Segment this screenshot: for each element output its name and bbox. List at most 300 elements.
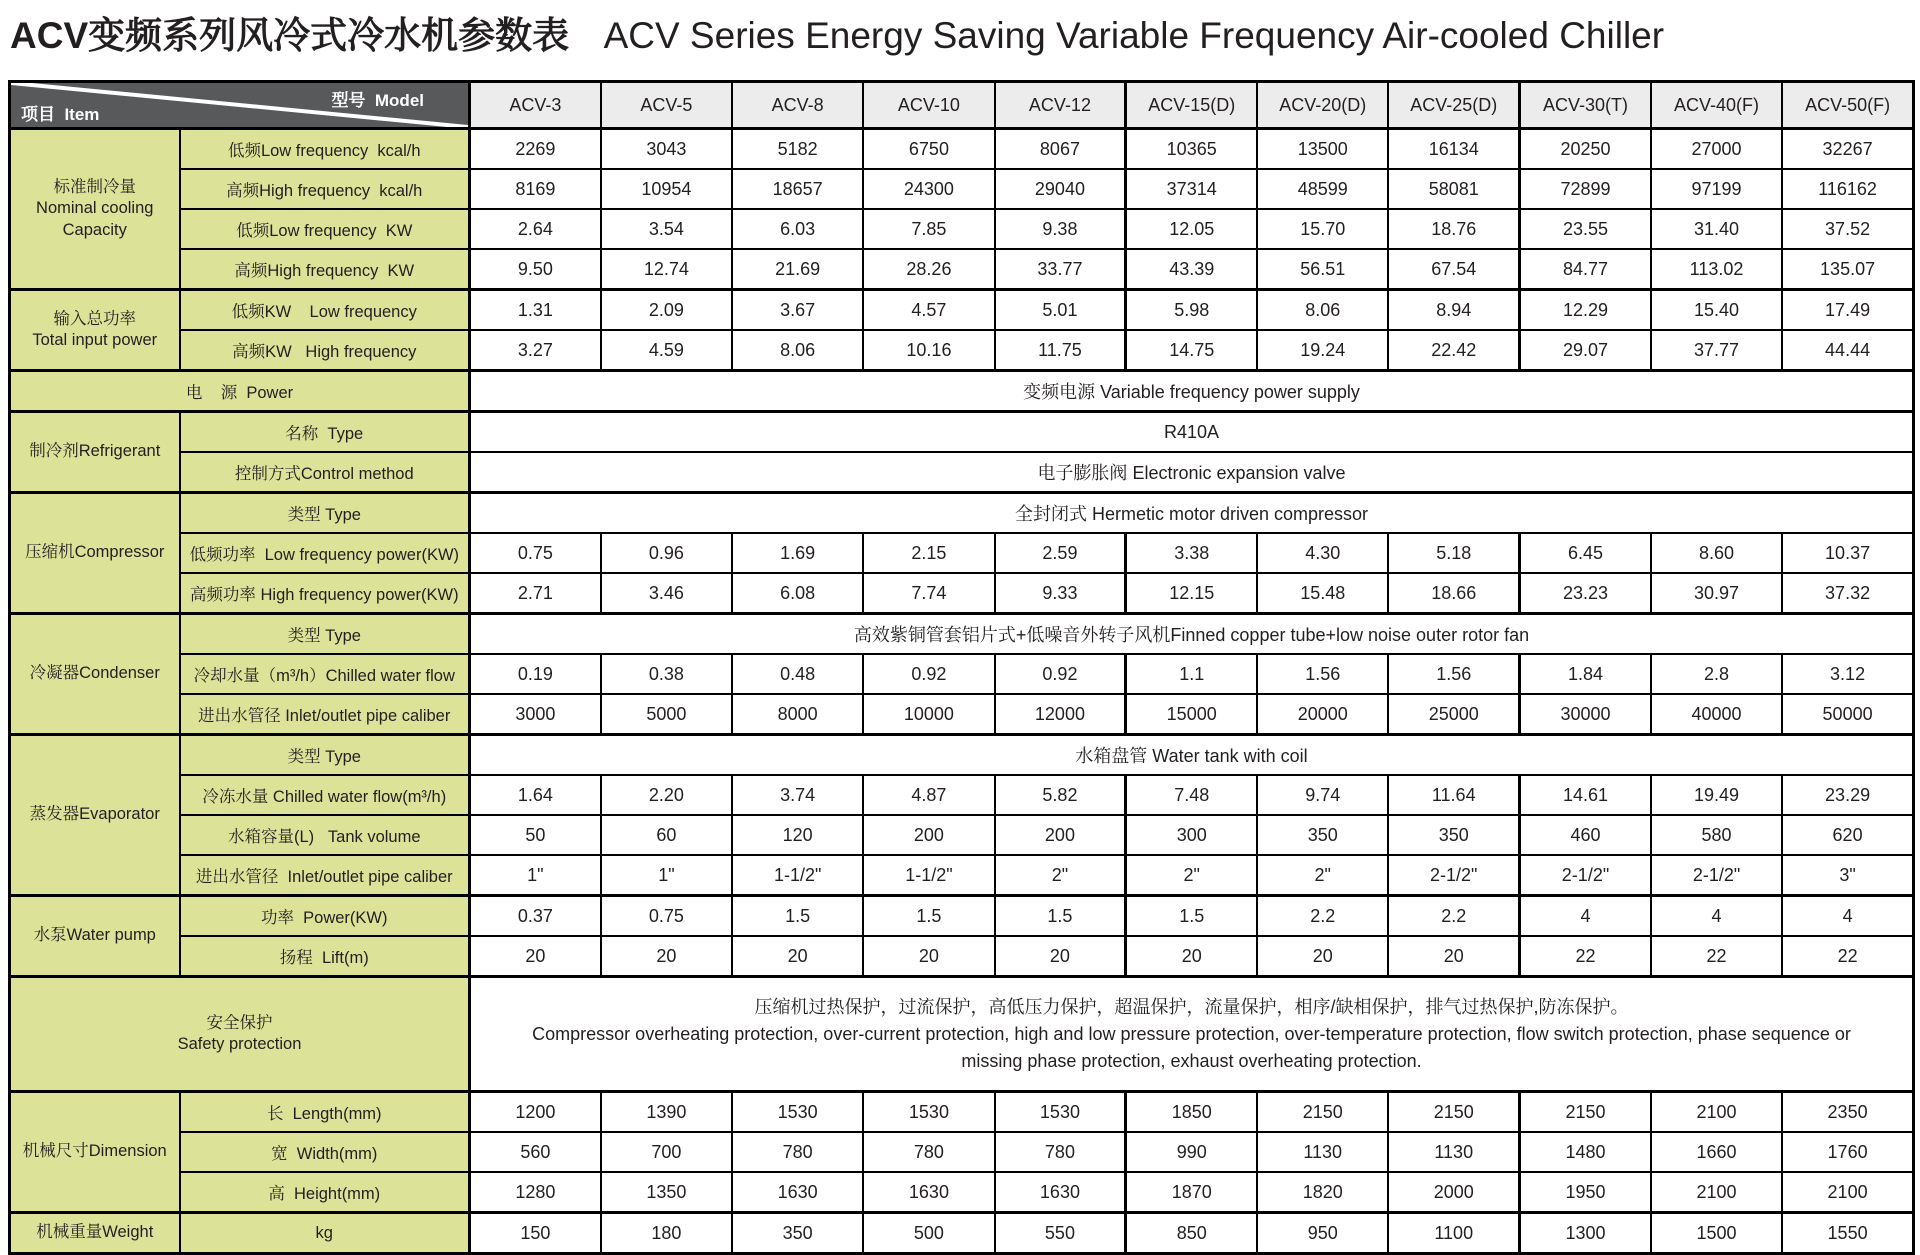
label-evaporator-0: 类型 Type: [180, 735, 470, 776]
value-nominal-cooling-capacity-0-ACV-20(D): 13500: [1257, 129, 1388, 170]
value-condenser-1-ACV-5: 0.38: [601, 654, 732, 694]
model-header-ACV-15(D): ACV-15(D): [1126, 82, 1257, 129]
row-condenser-0: [10, 614, 1914, 655]
value-nominal-cooling-capacity-0-ACV-40(F): 27000: [1651, 129, 1782, 170]
value-weight-0-ACV-12: 550: [995, 1213, 1126, 1254]
value-water-pump-0-ACV-3: 0.37: [470, 896, 601, 937]
value-nominal-cooling-capacity-2-ACV-50(F): 37.52: [1782, 209, 1913, 249]
value-water-pump-0-ACV-20(D): 2.2: [1257, 896, 1388, 937]
label-compressor-0: 类型 Type: [180, 493, 470, 534]
value-total-input-power-1-ACV-25(D): 22.42: [1388, 330, 1519, 371]
value-nominal-cooling-capacity-2-ACV-15(D): 12.05: [1126, 209, 1257, 249]
row-total-input-power-0: [10, 290, 1914, 331]
value-dimension-2-ACV-25(D): 2000: [1388, 1172, 1519, 1213]
value-dimension-2-ACV-20(D): 1820: [1257, 1172, 1388, 1213]
model-header-ACV-50(F): ACV-50(F): [1782, 82, 1913, 129]
value-condenser-1-ACV-50(F): 3.12: [1782, 654, 1913, 694]
value-weight-0-ACV-50(F): 1550: [1782, 1213, 1913, 1254]
row-dimension-0: [10, 1092, 1914, 1133]
value-condenser-2-ACV-20(D): 20000: [1257, 694, 1388, 735]
value-total-input-power-0-ACV-10: 4.57: [863, 290, 994, 331]
value-nominal-cooling-capacity-3-ACV-50(F): 135.07: [1782, 249, 1913, 290]
value-evaporator-1-ACV-8: 3.74: [732, 775, 863, 815]
value-dimension-0-ACV-25(D): 2150: [1388, 1092, 1519, 1133]
value-compressor-2-ACV-25(D): 18.66: [1388, 573, 1519, 614]
category-refrigerant-line-0: 制冷剂Refrigerant: [29, 442, 161, 461]
value-water-pump-0-ACV-40(F): 4: [1651, 896, 1782, 937]
row-total-input-power-1: [10, 330, 1914, 371]
value-total-input-power-0-ACV-15(D): 5.98: [1126, 290, 1257, 331]
value-dimension-2-ACV-30(T): 1950: [1520, 1172, 1651, 1213]
row-nominal-cooling-capacity-2: [10, 209, 1914, 249]
value-evaporator-3-ACV-30(T): 2-1/2": [1520, 855, 1651, 896]
value-dimension-2-ACV-3: 1280: [470, 1172, 601, 1213]
value-condenser-1-ACV-12: 0.92: [995, 654, 1126, 694]
label-total-input-power-0: 低频KW Low frequency: [180, 290, 470, 331]
value-total-input-power-0-ACV-20(D): 8.06: [1257, 290, 1388, 331]
label-evaporator-3: 进出水管径 Inlet/outlet pipe caliber: [180, 855, 470, 896]
row-dimension-1: [10, 1132, 1914, 1172]
row-compressor-0: [10, 493, 1914, 534]
model-header-ACV-8: ACV-8: [732, 82, 863, 129]
value-condenser-2-ACV-15(D): 15000: [1126, 694, 1257, 735]
value-evaporator-2-ACV-20(D): 350: [1257, 815, 1388, 855]
value-nominal-cooling-capacity-1-ACV-10: 24300: [863, 169, 994, 209]
value-evaporator-1-ACV-25(D): 11.64: [1388, 775, 1519, 815]
row-nominal-cooling-capacity-1: [10, 169, 1914, 209]
page-title: [0, 0, 1920, 59]
label-compressor-1: 低频功率 Low frequency power(KW): [180, 533, 470, 573]
value-dimension-0-ACV-10: 1530: [863, 1092, 994, 1133]
row-compressor-2: [10, 573, 1914, 614]
value-nominal-cooling-capacity-1-ACV-30(T): 72899: [1520, 169, 1651, 209]
safety-protection-text-line-1: Compressor overheating protection, over-current protection, high and low pressure protection, over-temperature protection, flow switch protection, phase sequence or missing phase protection, exhaust overheating protection.: [532, 1023, 1851, 1071]
row-evaporator-2: [10, 815, 1914, 855]
value-water-pump-0-ACV-25(D): 2.2: [1388, 896, 1519, 937]
category-safety-protection-line-1: Safety protection: [177, 1035, 302, 1053]
value-compressor-2-ACV-30(T): 23.23: [1520, 573, 1651, 614]
value-dimension-1-ACV-25(D): 1130: [1388, 1132, 1519, 1172]
value-water-pump-1-ACV-3: 20: [470, 936, 601, 977]
value-weight-0-ACV-20(D): 950: [1257, 1213, 1388, 1254]
value-nominal-cooling-capacity-1-ACV-20(D): 48599: [1257, 169, 1388, 209]
row-nominal-cooling-capacity-3: [10, 249, 1914, 290]
category-total-input-power-line-1: Total input power: [32, 331, 158, 349]
value-total-input-power-0-ACV-5: 2.09: [601, 290, 732, 331]
value-water-pump-1-ACV-10: 20: [863, 936, 994, 977]
value-nominal-cooling-capacity-3-ACV-5: 12.74: [601, 249, 732, 290]
model-header-row: [10, 82, 1914, 129]
value-condenser-1-ACV-20(D): 1.56: [1257, 654, 1388, 694]
value-evaporator-3-ACV-5: 1": [601, 855, 732, 896]
value-dimension-1-ACV-5: 700: [601, 1132, 732, 1172]
value-compressor-1-ACV-50(F): 10.37: [1782, 533, 1913, 573]
label-dimension-1: 宽 Width(mm): [180, 1132, 470, 1172]
label-weight-0: kg: [180, 1213, 470, 1254]
value-nominal-cooling-capacity-1-ACV-5: 10954: [601, 169, 732, 209]
value-evaporator-2-ACV-12: 200: [995, 815, 1126, 855]
value-dimension-2-ACV-40(F): 2100: [1651, 1172, 1782, 1213]
value-total-input-power-1-ACV-40(F): 37.77: [1651, 330, 1782, 371]
value-nominal-cooling-capacity-2-ACV-12: 9.38: [995, 209, 1126, 249]
value-nominal-cooling-capacity-1-ACV-8: 18657: [732, 169, 863, 209]
value-weight-0-ACV-10: 500: [863, 1213, 994, 1254]
merged-value-evaporator-0: 水箱盘管 Water tank with coil: [470, 735, 1914, 776]
value-total-input-power-1-ACV-12: 11.75: [995, 330, 1126, 371]
page-title-zh: ACV变频系列风冷式冷水机参数表: [10, 15, 570, 56]
model-header-ACV-20(D): ACV-20(D): [1257, 82, 1388, 129]
value-evaporator-1-ACV-10: 4.87: [863, 775, 994, 815]
category-dimension: [10, 1092, 180, 1213]
value-nominal-cooling-capacity-2-ACV-30(T): 23.55: [1520, 209, 1651, 249]
model-header-ACV-3: ACV-3: [470, 82, 601, 129]
value-water-pump-0-ACV-10: 1.5: [863, 896, 994, 937]
value-dimension-0-ACV-20(D): 2150: [1257, 1092, 1388, 1133]
value-nominal-cooling-capacity-0-ACV-30(T): 20250: [1520, 129, 1651, 170]
category-refrigerant: [10, 412, 180, 493]
value-evaporator-2-ACV-15(D): 300: [1126, 815, 1257, 855]
value-condenser-2-ACV-12: 12000: [995, 694, 1126, 735]
value-total-input-power-1-ACV-10: 10.16: [863, 330, 994, 371]
value-evaporator-2-ACV-40(F): 580: [1651, 815, 1782, 855]
value-weight-0-ACV-15(D): 850: [1126, 1213, 1257, 1254]
label-condenser-1: 冷却水量（m³/h）Chilled water flow: [180, 654, 470, 694]
label-total-input-power-1: 高频KW High frequency: [180, 330, 470, 371]
value-weight-0-ACV-25(D): 1100: [1388, 1213, 1519, 1254]
value-total-input-power-1-ACV-3: 3.27: [470, 330, 601, 371]
value-dimension-0-ACV-15(D): 1850: [1126, 1092, 1257, 1133]
value-dimension-1-ACV-40(F): 1660: [1651, 1132, 1782, 1172]
merged-value-refrigerant-0: R410A: [470, 412, 1914, 453]
label-power-supply-0: 电 源 Power: [10, 371, 470, 412]
value-weight-0-ACV-40(F): 1500: [1651, 1213, 1782, 1254]
value-condenser-1-ACV-40(F): 2.8: [1651, 654, 1782, 694]
value-nominal-cooling-capacity-2-ACV-25(D): 18.76: [1388, 209, 1519, 249]
model-header-ACV-12: ACV-12: [995, 82, 1126, 129]
value-condenser-1-ACV-15(D): 1.1: [1126, 654, 1257, 694]
value-nominal-cooling-capacity-0-ACV-10: 6750: [863, 129, 994, 170]
value-nominal-cooling-capacity-2-ACV-5: 3.54: [601, 209, 732, 249]
value-total-input-power-1-ACV-50(F): 44.44: [1782, 330, 1913, 371]
label-refrigerant-0: 名称 Type: [180, 412, 470, 453]
value-nominal-cooling-capacity-3-ACV-8: 21.69: [732, 249, 863, 290]
value-nominal-cooling-capacity-2-ACV-8: 6.03: [732, 209, 863, 249]
value-evaporator-2-ACV-25(D): 350: [1388, 815, 1519, 855]
value-nominal-cooling-capacity-2-ACV-40(F): 31.40: [1651, 209, 1782, 249]
table-corner-cell: [10, 82, 470, 129]
label-water-pump-0: 功率 Power(KW): [180, 896, 470, 937]
value-condenser-2-ACV-50(F): 50000: [1782, 694, 1913, 735]
merged-value-refrigerant-1: 电子膨胀阀 Electronic expansion valve: [470, 452, 1914, 493]
value-water-pump-1-ACV-40(F): 22: [1651, 936, 1782, 977]
value-dimension-2-ACV-8: 1630: [732, 1172, 863, 1213]
value-evaporator-3-ACV-50(F): 3": [1782, 855, 1913, 896]
value-dimension-2-ACV-10: 1630: [863, 1172, 994, 1213]
value-total-input-power-0-ACV-40(F): 15.40: [1651, 290, 1782, 331]
value-water-pump-1-ACV-20(D): 20: [1257, 936, 1388, 977]
label-condenser-0: 类型 Type: [180, 614, 470, 655]
merged-value-safety-protection: [470, 977, 1914, 1092]
model-header-ACV-5: ACV-5: [601, 82, 732, 129]
value-nominal-cooling-capacity-0-ACV-12: 8067: [995, 129, 1126, 170]
model-header-ACV-25(D): ACV-25(D): [1388, 82, 1519, 129]
model-header-ACV-40(F): ACV-40(F): [1651, 82, 1782, 129]
merged-value-compressor-0: 全封闭式 Hermetic motor driven compressor: [470, 493, 1914, 534]
value-total-input-power-1-ACV-20(D): 19.24: [1257, 330, 1388, 371]
value-evaporator-1-ACV-12: 5.82: [995, 775, 1126, 815]
category-total-input-power-line-0: 输入总功率: [53, 309, 136, 328]
row-dimension-2: [10, 1172, 1914, 1213]
value-compressor-1-ACV-25(D): 5.18: [1388, 533, 1519, 573]
value-evaporator-1-ACV-3: 1.64: [470, 775, 601, 815]
value-evaporator-3-ACV-25(D): 2-1/2": [1388, 855, 1519, 896]
value-water-pump-1-ACV-30(T): 22: [1520, 936, 1651, 977]
value-evaporator-3-ACV-20(D): 2": [1257, 855, 1388, 896]
page-title-en: ACV Series Energy Saving Variable Frequency Air-cooled Chiller: [603, 15, 1665, 56]
value-evaporator-1-ACV-15(D): 7.48: [1126, 775, 1257, 815]
value-nominal-cooling-capacity-2-ACV-3: 2.64: [470, 209, 601, 249]
label-nominal-cooling-capacity-3: 高频High frequency KW: [180, 249, 470, 290]
value-evaporator-2-ACV-50(F): 620: [1782, 815, 1913, 855]
value-compressor-1-ACV-20(D): 4.30: [1257, 533, 1388, 573]
category-compressor-line-0: 压缩机Compressor: [25, 543, 165, 562]
value-evaporator-3-ACV-12: 2": [995, 855, 1126, 896]
corner-item-label: 项目 Item: [21, 105, 100, 124]
model-header-ACV-30(T): ACV-30(T): [1520, 82, 1651, 129]
value-dimension-1-ACV-15(D): 990: [1126, 1132, 1257, 1172]
value-compressor-2-ACV-50(F): 37.32: [1782, 573, 1913, 614]
value-nominal-cooling-capacity-3-ACV-12: 33.77: [995, 249, 1126, 290]
value-water-pump-1-ACV-50(F): 22: [1782, 936, 1913, 977]
value-evaporator-2-ACV-5: 60: [601, 815, 732, 855]
label-dimension-0: 长 Length(mm): [180, 1092, 470, 1133]
value-dimension-1-ACV-30(T): 1480: [1520, 1132, 1651, 1172]
row-condenser-2: [10, 694, 1914, 735]
value-dimension-0-ACV-50(F): 2350: [1782, 1092, 1913, 1133]
value-nominal-cooling-capacity-3-ACV-30(T): 84.77: [1520, 249, 1651, 290]
value-total-input-power-1-ACV-30(T): 29.07: [1520, 330, 1651, 371]
value-dimension-2-ACV-5: 1350: [601, 1172, 732, 1213]
row-safety-protection-0: [10, 977, 1914, 1092]
value-nominal-cooling-capacity-3-ACV-40(F): 113.02: [1651, 249, 1782, 290]
value-compressor-1-ACV-10: 2.15: [863, 533, 994, 573]
value-compressor-2-ACV-8: 6.08: [732, 573, 863, 614]
value-nominal-cooling-capacity-2-ACV-10: 7.85: [863, 209, 994, 249]
value-nominal-cooling-capacity-3-ACV-15(D): 43.39: [1126, 249, 1257, 290]
value-condenser-2-ACV-5: 5000: [601, 694, 732, 735]
value-nominal-cooling-capacity-0-ACV-25(D): 16134: [1388, 129, 1519, 170]
category-safety-protection: [10, 977, 470, 1092]
row-weight-0: [10, 1213, 1914, 1254]
value-condenser-1-ACV-25(D): 1.56: [1388, 654, 1519, 694]
category-nominal-cooling-capacity: [10, 129, 180, 290]
value-nominal-cooling-capacity-3-ACV-25(D): 67.54: [1388, 249, 1519, 290]
label-nominal-cooling-capacity-1: 高频High frequency kcal/h: [180, 169, 470, 209]
value-condenser-2-ACV-3: 3000: [470, 694, 601, 735]
value-water-pump-0-ACV-30(T): 4: [1520, 896, 1651, 937]
category-safety-protection-line-0: 安全保护: [206, 1013, 273, 1032]
value-dimension-1-ACV-12: 780: [995, 1132, 1126, 1172]
value-compressor-2-ACV-3: 2.71: [470, 573, 601, 614]
value-dimension-0-ACV-5: 1390: [601, 1092, 732, 1133]
row-water-pump-1: [10, 936, 1914, 977]
row-evaporator-0: [10, 735, 1914, 776]
value-evaporator-1-ACV-50(F): 23.29: [1782, 775, 1913, 815]
value-dimension-0-ACV-8: 1530: [732, 1092, 863, 1133]
value-compressor-2-ACV-40(F): 30.97: [1651, 573, 1782, 614]
value-condenser-2-ACV-8: 8000: [732, 694, 863, 735]
category-nominal-cooling-capacity-line-2: Capacity: [62, 220, 127, 239]
value-total-input-power-0-ACV-3: 1.31: [470, 290, 601, 331]
value-nominal-cooling-capacity-1-ACV-40(F): 97199: [1651, 169, 1782, 209]
value-water-pump-0-ACV-15(D): 1.5: [1126, 896, 1257, 937]
merged-value-power-supply-0: 变频电源 Variable frequency power supply: [470, 371, 1914, 412]
value-nominal-cooling-capacity-0-ACV-15(D): 10365: [1126, 129, 1257, 170]
value-water-pump-1-ACV-8: 20: [732, 936, 863, 977]
value-compressor-2-ACV-15(D): 12.15: [1126, 573, 1257, 614]
label-evaporator-1: 冷冻水量 Chilled water flow(m³/h): [180, 775, 470, 815]
value-compressor-1-ACV-40(F): 8.60: [1651, 533, 1782, 573]
value-nominal-cooling-capacity-1-ACV-3: 8169: [470, 169, 601, 209]
category-total-input-power: [10, 290, 180, 371]
value-total-input-power-1-ACV-15(D): 14.75: [1126, 330, 1257, 371]
category-nominal-cooling-capacity-line-1: Nominal cooling: [36, 199, 154, 218]
value-condenser-1-ACV-3: 0.19: [470, 654, 601, 694]
value-evaporator-1-ACV-40(F): 19.49: [1651, 775, 1782, 815]
value-water-pump-0-ACV-12: 1.5: [995, 896, 1126, 937]
value-total-input-power-0-ACV-25(D): 8.94: [1388, 290, 1519, 331]
value-evaporator-3-ACV-10: 1-1/2": [863, 855, 994, 896]
category-condenser-line-0: 冷凝器Condenser: [29, 664, 160, 683]
model-header-ACV-10: ACV-10: [863, 82, 994, 129]
value-condenser-2-ACV-30(T): 30000: [1520, 694, 1651, 735]
category-compressor: [10, 493, 180, 614]
row-power-supply-0: [10, 371, 1914, 412]
value-evaporator-3-ACV-3: 1": [470, 855, 601, 896]
value-total-input-power-0-ACV-50(F): 17.49: [1782, 290, 1913, 331]
value-water-pump-1-ACV-15(D): 20: [1126, 936, 1257, 977]
value-condenser-2-ACV-25(D): 25000: [1388, 694, 1519, 735]
value-evaporator-2-ACV-3: 50: [470, 815, 601, 855]
row-refrigerant-1: [10, 452, 1914, 493]
value-nominal-cooling-capacity-1-ACV-25(D): 58081: [1388, 169, 1519, 209]
row-water-pump-0: [10, 896, 1914, 937]
value-weight-0-ACV-5: 180: [601, 1213, 732, 1254]
value-evaporator-1-ACV-20(D): 9.74: [1257, 775, 1388, 815]
value-dimension-1-ACV-3: 560: [470, 1132, 601, 1172]
value-nominal-cooling-capacity-3-ACV-10: 28.26: [863, 249, 994, 290]
value-dimension-1-ACV-8: 780: [732, 1132, 863, 1172]
label-condenser-2: 进出水管径 Inlet/outlet pipe caliber: [180, 694, 470, 735]
value-water-pump-1-ACV-12: 20: [995, 936, 1126, 977]
value-nominal-cooling-capacity-0-ACV-3: 2269: [470, 129, 601, 170]
value-compressor-2-ACV-10: 7.74: [863, 573, 994, 614]
value-dimension-2-ACV-50(F): 2100: [1782, 1172, 1913, 1213]
category-condenser: [10, 614, 180, 735]
value-dimension-0-ACV-40(F): 2100: [1651, 1092, 1782, 1133]
value-dimension-2-ACV-15(D): 1870: [1126, 1172, 1257, 1213]
value-dimension-0-ACV-30(T): 2150: [1520, 1092, 1651, 1133]
category-dimension-line-0: 机械尺寸Dimension: [22, 1142, 167, 1161]
label-nominal-cooling-capacity-2: 低频Low frequency KW: [180, 209, 470, 249]
value-evaporator-3-ACV-8: 1-1/2": [732, 855, 863, 896]
value-total-input-power-0-ACV-12: 5.01: [995, 290, 1126, 331]
value-condenser-2-ACV-10: 10000: [863, 694, 994, 735]
row-nominal-cooling-capacity-0: [10, 129, 1914, 170]
category-water-pump: [10, 896, 180, 977]
value-evaporator-1-ACV-30(T): 14.61: [1520, 775, 1651, 815]
value-condenser-1-ACV-10: 0.92: [863, 654, 994, 694]
value-compressor-1-ACV-3: 0.75: [470, 533, 601, 573]
value-nominal-cooling-capacity-2-ACV-20(D): 15.70: [1257, 209, 1388, 249]
value-total-input-power-1-ACV-5: 4.59: [601, 330, 732, 371]
value-compressor-2-ACV-20(D): 15.48: [1257, 573, 1388, 614]
value-compressor-1-ACV-15(D): 3.38: [1126, 533, 1257, 573]
value-dimension-1-ACV-20(D): 1130: [1257, 1132, 1388, 1172]
value-compressor-2-ACV-12: 9.33: [995, 573, 1126, 614]
value-nominal-cooling-capacity-1-ACV-50(F): 116162: [1782, 169, 1913, 209]
value-evaporator-3-ACV-40(F): 2-1/2": [1651, 855, 1782, 896]
value-condenser-2-ACV-40(F): 40000: [1651, 694, 1782, 735]
value-dimension-2-ACV-12: 1630: [995, 1172, 1126, 1213]
category-weight: [10, 1213, 180, 1254]
label-compressor-2: 高频功率 High frequency power(KW): [180, 573, 470, 614]
row-refrigerant-0: [10, 412, 1914, 453]
value-dimension-1-ACV-50(F): 1760: [1782, 1132, 1913, 1172]
label-water-pump-1: 扬程 Lift(m): [180, 936, 470, 977]
label-dimension-2: 高 Height(mm): [180, 1172, 470, 1213]
value-compressor-1-ACV-8: 1.69: [732, 533, 863, 573]
value-nominal-cooling-capacity-3-ACV-20(D): 56.51: [1257, 249, 1388, 290]
value-evaporator-1-ACV-5: 2.20: [601, 775, 732, 815]
value-weight-0-ACV-8: 350: [732, 1213, 863, 1254]
category-evaporator-line-0: 蒸发器Evaporator: [29, 805, 160, 824]
label-nominal-cooling-capacity-0: 低频Low frequency kcal/h: [180, 129, 470, 170]
value-dimension-0-ACV-12: 1530: [995, 1092, 1126, 1133]
value-compressor-2-ACV-5: 3.46: [601, 573, 732, 614]
spec-table-body: [10, 129, 1914, 1254]
spec-table: [8, 80, 1915, 1255]
value-compressor-1-ACV-12: 2.59: [995, 533, 1126, 573]
safety-protection-text-line-0: 压缩机过热保护，过流保护，高低压力保护，超温保护，流量保护，相序/缺相保护，排气过热保护,防冻保护。: [754, 996, 1629, 1017]
value-total-input-power-0-ACV-30(T): 12.29: [1520, 290, 1651, 331]
category-evaporator: [10, 735, 180, 896]
value-compressor-1-ACV-5: 0.96: [601, 533, 732, 573]
value-nominal-cooling-capacity-1-ACV-15(D): 37314: [1126, 169, 1257, 209]
merged-value-condenser-0: 高效紫铜管套铝片式+低噪音外转子风机Finned copper tube+low noise outer rotor fan: [470, 614, 1914, 655]
value-water-pump-0-ACV-8: 1.5: [732, 896, 863, 937]
value-water-pump-0-ACV-50(F): 4: [1782, 896, 1913, 937]
value-dimension-0-ACV-3: 1200: [470, 1092, 601, 1133]
value-water-pump-1-ACV-5: 20: [601, 936, 732, 977]
row-compressor-1: [10, 533, 1914, 573]
row-condenser-1: [10, 654, 1914, 694]
value-nominal-cooling-capacity-0-ACV-5: 3043: [601, 129, 732, 170]
value-evaporator-2-ACV-10: 200: [863, 815, 994, 855]
value-water-pump-1-ACV-25(D): 20: [1388, 936, 1519, 977]
category-weight-line-0: 机械重量Weight: [36, 1223, 154, 1242]
category-nominal-cooling-capacity-line-0: 标准制冷量: [53, 177, 136, 196]
value-evaporator-2-ACV-30(T): 460: [1520, 815, 1651, 855]
category-water-pump-line-0: 水泵Water pump: [33, 926, 156, 945]
label-refrigerant-1: 控制方式Control method: [180, 452, 470, 493]
value-nominal-cooling-capacity-1-ACV-12: 29040: [995, 169, 1126, 209]
value-nominal-cooling-capacity-0-ACV-8: 5182: [732, 129, 863, 170]
value-total-input-power-0-ACV-8: 3.67: [732, 290, 863, 331]
value-total-input-power-1-ACV-8: 8.06: [732, 330, 863, 371]
row-evaporator-3: [10, 855, 1914, 896]
value-nominal-cooling-capacity-0-ACV-50(F): 32267: [1782, 129, 1913, 170]
